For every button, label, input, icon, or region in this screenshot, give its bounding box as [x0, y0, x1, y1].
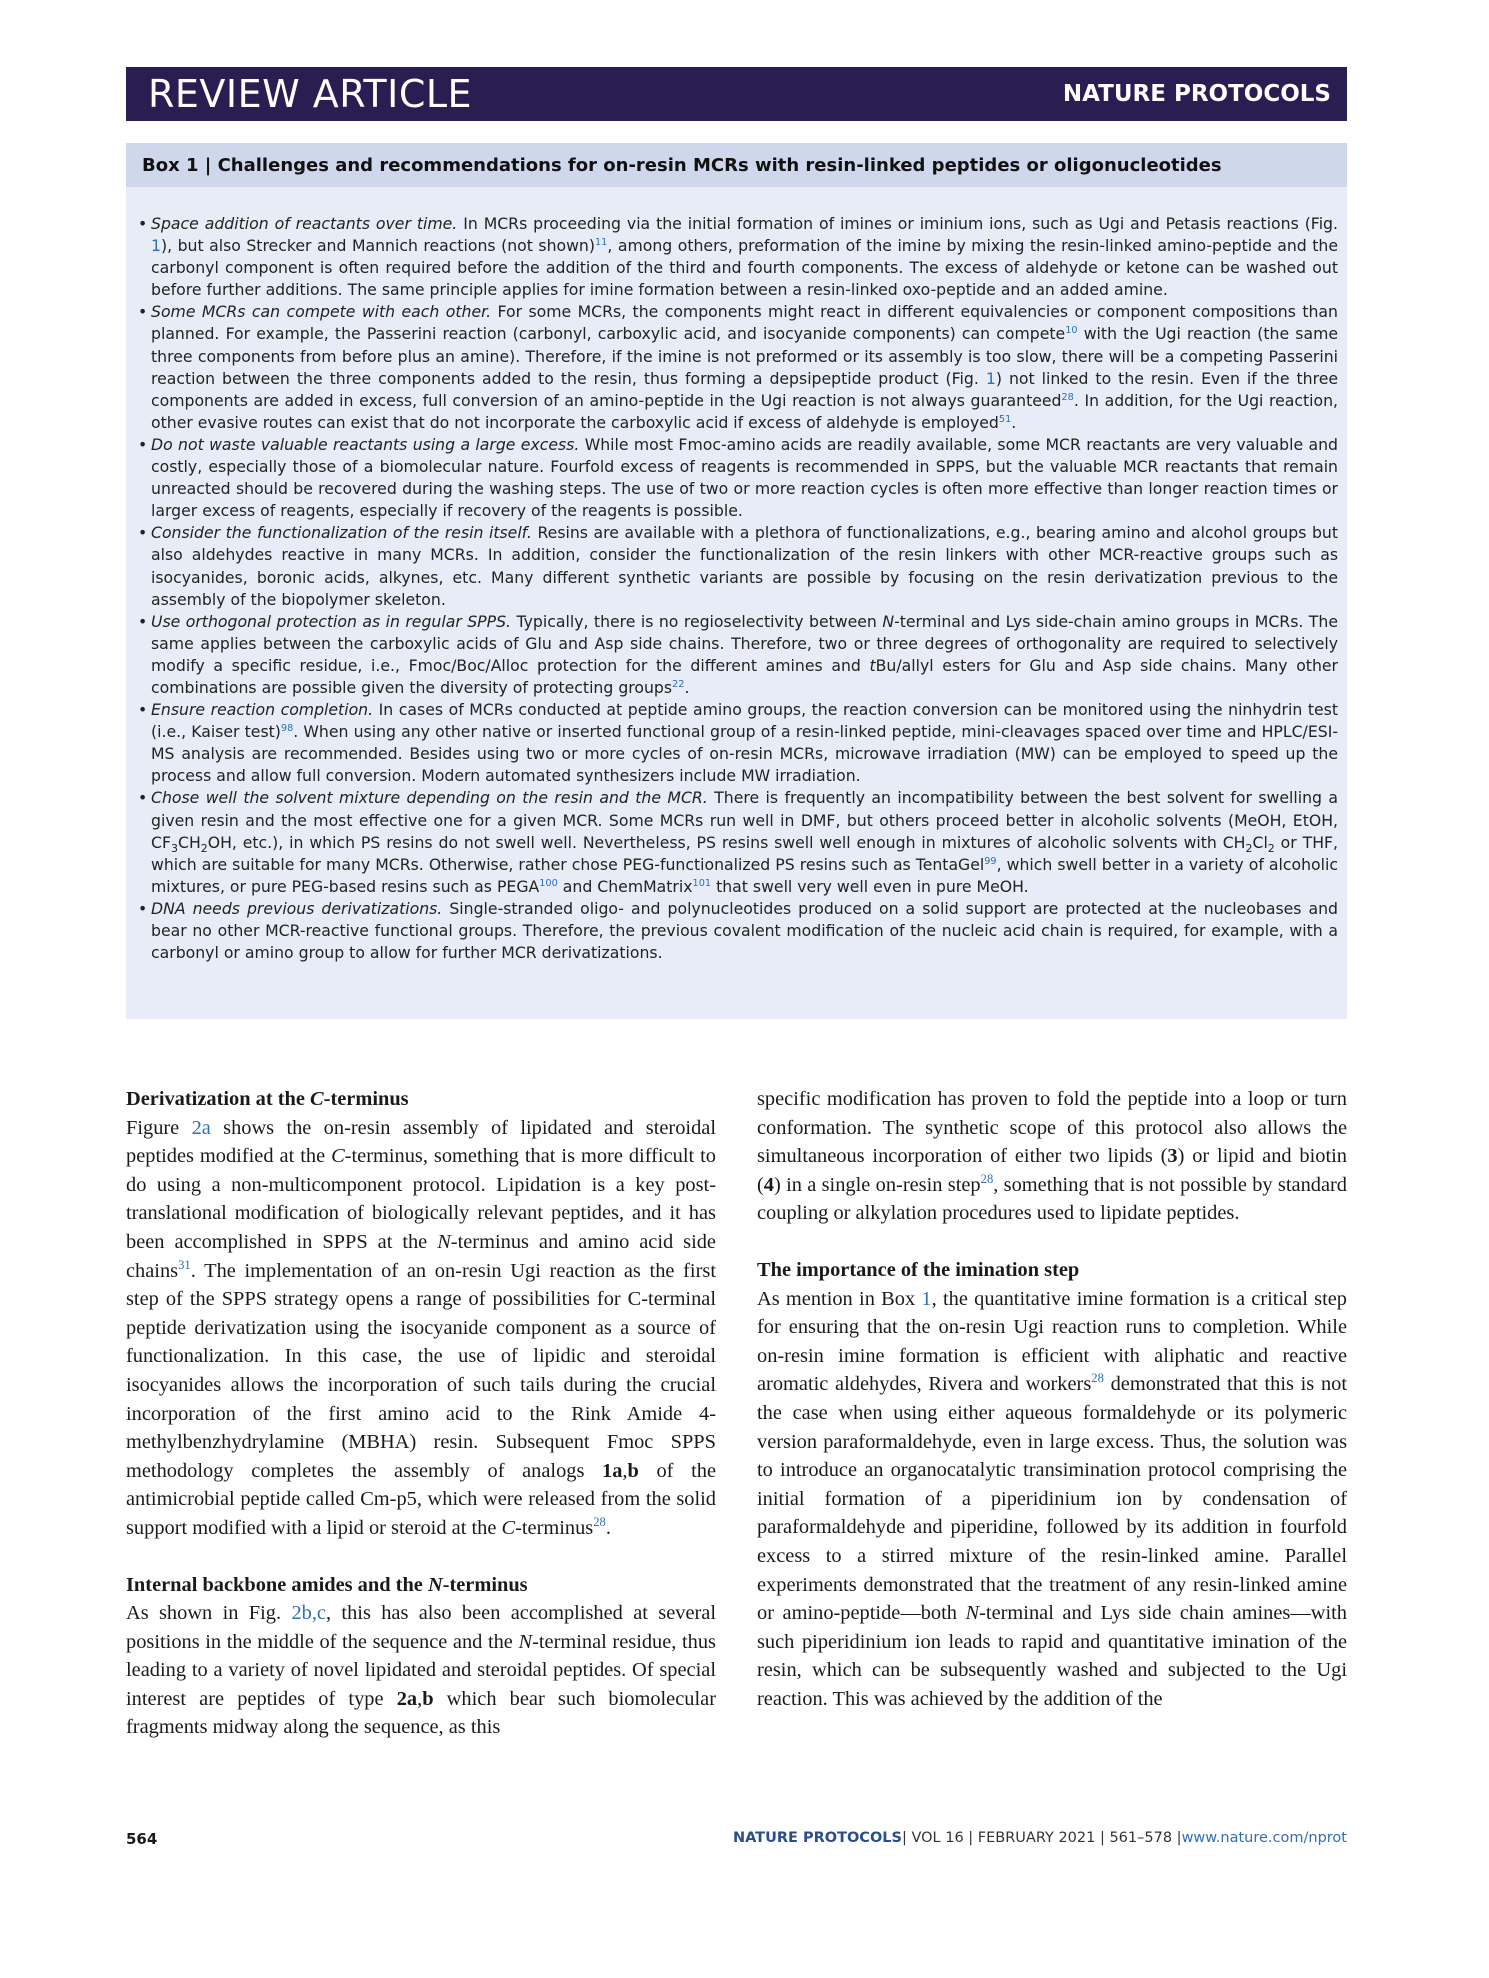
box-item — [138, 611, 1338, 699]
bullet-icon: • — [138, 434, 148, 454]
box-item-text: Resins are available with a plethora of functionalizations, e.g., bearing amino and alcohol groups but also aldehydes reactive in many MCRs. In addition, consider the functionalization of the resin linkers with other MCR-reactive groups such as isocyanides, boronic acids, alkynes, etc. Many different synthetic variants are possible by focusing on the resin derivatization previous to the assembly of the biopolymer skeleton. — [151, 523, 1338, 609]
bullet-icon: • — [138, 214, 148, 233]
box-item-lead: Space addition of reactants over time. — [151, 214, 458, 233]
box-item-text: Single-stranded oligo- and polynucleotides produced on a solid support are protected at the nucleobases and bear no other MCR-reactive functional groups. Therefore, the previous covalent modification of the nucleic acid chain is required, for example, with a carbonyl or amino group to allow for further MCR derivatizations. — [151, 898, 1338, 963]
box-item-lead: Some MCRs can compete with each other. — [151, 302, 492, 322]
bullet-icon: • — [138, 788, 148, 808]
column-left — [126, 1085, 716, 1742]
box-item — [138, 699, 1338, 787]
section-body-c-terminus: Figure 2a shows the on-resin assembly of lipidated and steroidal peptides modified at the C-terminus, something that is more difficult to do using a non-multicomponent protocol. Lipidation is a key post-translational modification of biologically relevant peptides, and it has been accomplished in SPPS at the N-terminus and amino acid side chains$^{31}$. The implementation of an on-resin Ugi reaction as the first step of the SPPS strategy opens a range of possibilities for C-terminal peptide derivatization using the isocyanide component as a source of functionalization. In this case, the use of lipidic and steroidal isocyanides allows the incorporation of such tails during the crucial incorporation of the first amino acid to the Rink Amide 4-methylbenzhydrylamine (MBHA) resin. Subsequent Fmoc SPPS methodology completes the assembly of analogs 1a,b of the antimicrobial peptide called Cm-p5, which were released from the solid support modified with a lipid or steroid at the C-terminus$^{28}$. — [126, 1116, 716, 1539]
box-item-lead: Chose well the solvent mixture depending on the resin and the MCR. — [151, 788, 708, 808]
bullet-icon: • — [138, 523, 148, 543]
section-heading-c-terminus: Derivatization at the C-terminus — [126, 1088, 409, 1110]
footer-citation — [733, 1830, 1347, 1846]
box-item-lead: Consider the functionalization of the resin itself. — [151, 523, 532, 543]
box-item-lead: Do not waste valuable reactants using a large excess. — [151, 434, 580, 454]
box-item-text: For some MCRs, the components might react in different equivalencies or component compositions than planned. For example, the Passerini reaction (carbonyl, carboxylic acid, and isocyanide components) can compete$^{10}$ with the Ugi reaction (the same three components from before plus an amine). Therefore, if the imine is not preformed or its assembly is too slow, there will be a competing Passerini reaction between the three components added to the resin, thus forming a depsipeptide product (Fig. 1) not linked to the resin. Even if the three components are added in excess, full conversion of an amino-peptide in the Ugi reaction is not always guaranteed$^{28}$. In addition, for the Ugi reaction, other evasive routes can exist that do not incorporate the carboxylic acid if excess of aldehyde is employed$^{51}$. — [151, 302, 1339, 432]
box-item — [138, 213, 1338, 301]
box-item — [138, 787, 1338, 897]
article-type: REVIEW ARTICLE — [148, 72, 473, 116]
box-header — [126, 143, 1347, 187]
box-item — [138, 898, 1338, 964]
section-body-internal-continued: specific modification has proven to fold the peptide into a loop or turn conformation. The synthetic scope of this protocol also allows the simultaneous incorporation of either two lipids (3) or lipid and biotin (4) in a single on-resin step$^{28}$, something that is not possible by standard coupling or alkylation procedures used to lipidate peptides. — [757, 1088, 1348, 1225]
box-item — [138, 434, 1338, 522]
box-list — [138, 213, 1338, 964]
journal-name: NATURE PROTOCOLS — [1062, 81, 1331, 107]
footer-journal: NATURE PROTOCOLS — [732, 1830, 902, 1846]
box-title: Box 1 | Challenges and recommendations for on-resin MCRs with resin-linked peptides or oligonucleotides — [142, 155, 1222, 176]
box-item — [138, 301, 1338, 434]
box-item-lead: DNA needs previous derivatizations. — [151, 898, 443, 918]
page-number: 564 — [126, 1830, 158, 1848]
footer-volume: | VOL 16 | FEBRUARY 2021 | 561–578 | — [901, 1830, 1182, 1846]
bullet-icon: • — [138, 898, 148, 918]
column-right — [757, 1085, 1347, 1713]
section-body-internal: As shown in Fig. 2b,c, this has also been accomplished at several positions in the middle of the sequence and the N-terminal residue, thus leading to a variety of novel lipidated and steroidal peptides. Of special interest are peptides of type 2a,b which bear such biomolecular fragments midway along the sequence, as this — [126, 1602, 716, 1739]
footer-url-link[interactable]: www.nature.com/nprot — [1181, 1830, 1347, 1846]
bullet-icon: • — [138, 302, 148, 322]
box-item-lead: Ensure reaction completion. — [151, 700, 374, 720]
bullet-icon: • — [138, 700, 148, 720]
box-item-lead: Use orthogonal protection as in regular SPPS. — [151, 611, 512, 631]
section-heading-imination: The importance of the imination step — [757, 1258, 1080, 1281]
section-heading-internal: Internal backbone amides and the N-terminus — [126, 1573, 528, 1596]
box-item — [138, 522, 1338, 610]
header-banner — [126, 67, 1347, 121]
box-item-text: There is frequently an incompatibility between the best solvent for swelling a given resin and the most effective one for a given MCR. Some MCRs run well in DMF, but others proceed better in alcoholic solvents (MeOH, EtOH, $CF_3CH_2OH$, etc.), in which PS resins do not swell well. Nevertheless, PS resins swell well enough in mixtures of alcoholic solvents with $CH_2Cl_2$ or THF, which are suitable for many MCRs. Otherwise, rather chose PEG-functionalized PS resins such as TentaGel$^{99}$, which swell better in a variety of alcoholic mixtures, or pure PEG-based resins such as PEGA$^{100}$ and ChemMatrix$^{101}$ that swell very well even in pure MeOH. — [151, 788, 1338, 896]
section-body-imination: As mention in Box 1, the quantitative imine formation is a critical step for ensuring that the on-resin Ugi reaction runs to completion. While on-resin imine formation is efficient with aliphatic and reactive aromatic aldehydes, Rivera and workers$^{28}$ demonstrated that this is not the case when using either aqueous formaldehyde or its polymeric version paraformaldehyde, even in large excess. Thus, the solution was to introduce an organocatalytic transimination protocol comprising the initial formation of a piperidinium ion by condensation of paraformaldehyde and piperidine, followed by its addition in fourfold excess to a stirred mixture of the resin-linked amine. Parallel experiments demonstrated that the treatment of any resin-linked amine or amino-peptide—both N-terminal and Lys side chain amines—with such piperidinium ion leads to rapid and quantitative imination of the resin, which can be subsequently washed and subjected to the Ugi reaction. This was achieved by the addition of the — [757, 1287, 1348, 1710]
box-1 — [126, 143, 1347, 1019]
box-item-text: While most Fmoc-amino acids are readily available, some MCR reactants are very valuable and costly, especially those of a biomolecular nature. Fourfold excess of reagents is recommended in SPPS, but the valuable MCR reactants that remain unreacted should be recovered during the washing steps. The use of two or more reaction cycles is often more effective than longer reaction times or larger excess of reagents, especially if recovery of the reagents is possible. — [151, 434, 1338, 521]
box-item-text: Typically, there is no regioselectivity between N-terminal and Lys side-chain amino groups in MCRs. The same applies between the carboxylic acids of Glu and Asp side chains. Therefore, two or three degrees of orthogonality are required to selectively modify a specific residue, i.e., Fmoc/Boc/Alloc protection for the different amines and tBu/allyl esters for Glu and Asp side chains. Many other combinations are possible given the diversity of protecting groups$^{22}$. — [151, 611, 1338, 697]
box-item-text: In MCRs proceeding via the initial formation of imines or iminium ions, such as Ugi and Petasis reactions (Fig. 1), but also Strecker and Mannich reactions (not shown)$^{11}$, among others, preformation of the imine by mixing the resin-linked amino-peptide and the carbonyl component is often required before the addition of the third and fourth components. The excess of aldehyde or ketone can be washed out before further additions. The same principle applies for imine formation between a resin-linked oxo-peptide and an added amine. — [151, 214, 1338, 300]
bullet-icon: • — [138, 611, 148, 631]
box-item-text: In cases of MCRs conducted at peptide amino groups, the reaction conversion can be monitored using the ninhydrin test (i.e., Kaiser test)$^{98}$. When using any other native or inserted functional group of a resin-linked peptide, mini-cleavages spaced over time and HPLC/ESI-MS analysis are recommended. Besides using two or more cycles of on-resin MCRs, microwave irradiation (MW) can be employed to speed up the process and allow full conversion. Modern automated synthesizers include MW irradiation. — [151, 700, 1338, 786]
